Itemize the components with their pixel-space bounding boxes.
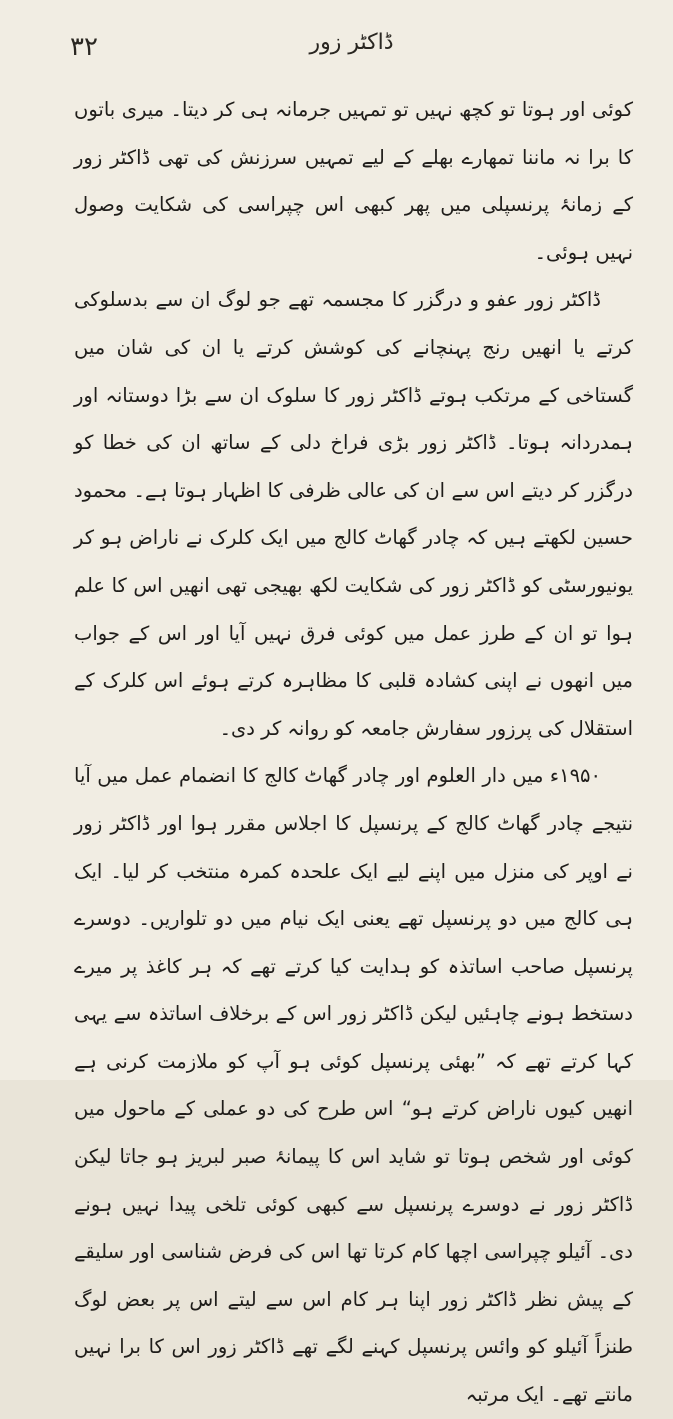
page-header bbox=[70, 28, 633, 68]
paragraph-1: کوئی اور ہوتا تو کچھ نہیں تو تمہیں جرمانہ ہی کر دیتا۔ میری باتوں کا برا نہ ماننا تمھارے بھلے کے لیے تمہیں سرزنش کی تھی ڈاکٹر زور کے زمانۂ پرنسپلی میں پھر کبھی اس چپراسی کی شکایت وصول نہیں ہوئی۔ bbox=[74, 98, 633, 264]
paragraph-3: ۱۹۵۰ء میں دار العلوم اور چادر گھاٹ کالج کا انضمام عمل میں آیا نتیجے چادر گھاٹ کالج کے پرنسپل کا اجلاس مقرر ہوا اور ڈاکٹر زور نے اوپر کی منزل میں اپنے لیے ایک علحدہ کمرہ منتخب کر لیا۔ ایک ہی کالج میں دو پرنسپل تھے یعنی ایک نیام میں دو تلواریں۔ دوسرے پرنسپل صاحب اساتذہ کو ہدایت کیا کرتے تھے کہ ہر کاغذ پر میرے دستخط ہونے چاہئیں لیکن ڈاکٹر زور اس کے برخلاف اساتذہ سے یہی کہا کرتے تھے کہ ”بھئی پرنسپل کوئی ہو آپ کو ملازمت کرنی ہے انھیں کیوں ناراض کرتے ہو“ اس طرح کی دو عملی کے ماحول میں کوئی اور شخص ہوتا تو شاید اس کا پیمانۂ صبر لبریز ہو جاتا لیکن ڈاکٹر زور نے دوسرے پرنسپل سے کبھی کوئی تلخی پیدا نہیں ہونے دی۔ آئیلو چپراسی اچھا کام کرتا تھا اس کی فرض شناسی اور سلیقے کے پیش نظر ڈاکٹر زور اپنا ہر کام اس سے لیتے اس پر بعض لوگ طنزاً آئیلو کو وائس پرنسپل کہنے لگے تھے ڈاکٹر زور اس کا برا نہیں مانتے تھے۔ ایک مرتبہ bbox=[74, 764, 633, 1407]
body-text bbox=[74, 86, 633, 1407]
running-title: ڈاکٹر زور bbox=[309, 30, 394, 55]
paragraph-2: ڈاکٹر زور عفو و درگزر کا مجسمہ تھے جو لوگ ان سے بدسلوکی کرتے یا انھیں رنج پہنچانے کی کوشش کرتے یا ان کی شان میں گستاخی کے مرتکب ہوتے ڈاکٹر زور کا سلوک ان سے بڑا دوستانہ اور ہمدردانہ ہوتا۔ ڈاکٹر زور بڑی فراخ دلی کے ساتھ ان کی خطا کو درگزر کر دیتے اس سے ان کی عالی ظرفی کا اظہار ہوتا ہے۔ محمود حسین لکھتے ہیں کہ چادر گھاٹ کالج میں ایک کلرک نے ناراض ہو کر یونیورسٹی کو ڈاکٹر زور کی شکایت لکھ بھیجی تھی انھیں اس کا علم ہوا تو ان کے طرز عمل میں کوئی فرق نہیں آیا اور اس کے جواب میں انھوں نے اپنی کشادہ قلبی کا مظاہرہ کرتے ہوئے اس کلرک کے استقلال کی پرزور سفارش جامعہ کو روانہ کر دی۔ bbox=[74, 288, 633, 740]
page-number: ۳۲ bbox=[70, 32, 98, 62]
